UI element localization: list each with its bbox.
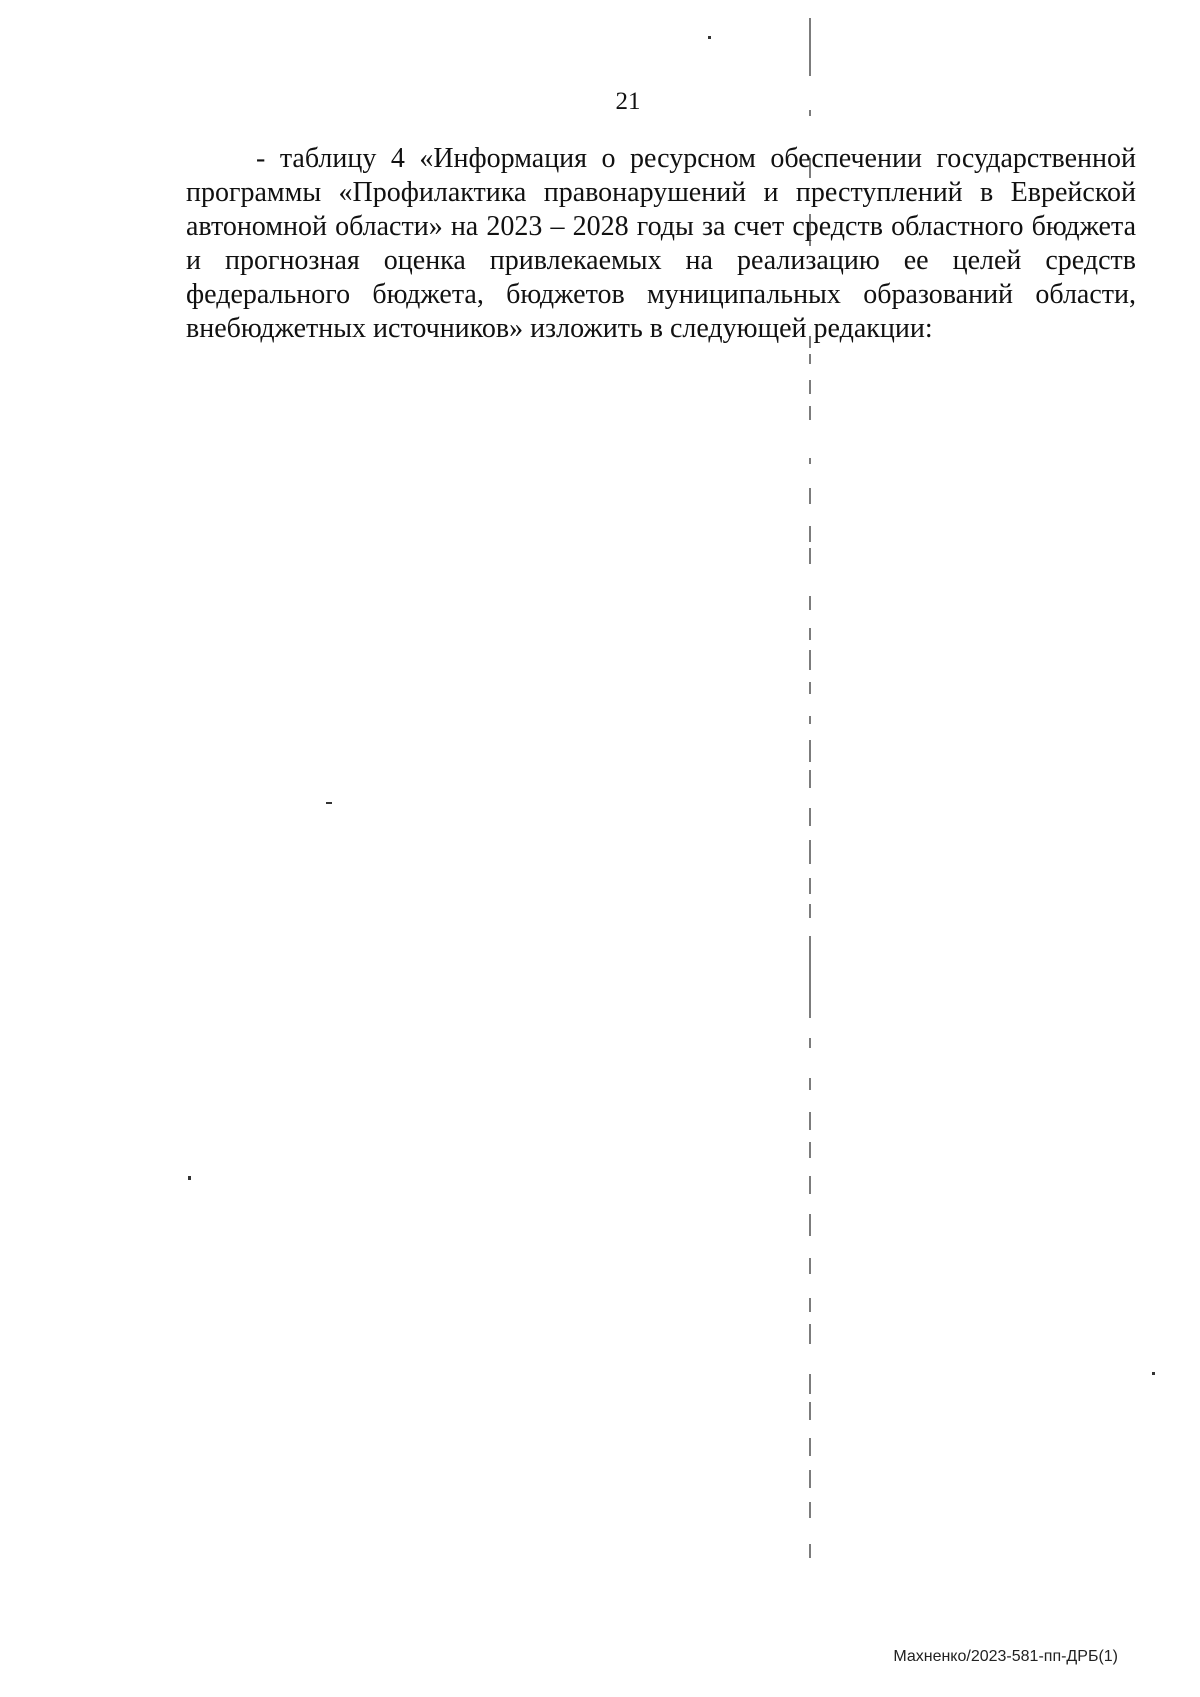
document-reference-code: Махненко/2023-581-пп-ДРБ(1) [893,1648,1118,1665]
scan-speck [326,802,332,804]
page-number: 21 [615,88,641,115]
amendment-paragraph: - таблицу 4 «Информация о ресурсном обеспечении государственной программы «Профилактика правонарушений и преступлений в Еврейской автономной области» на 2023 – 2028 годы за счет средств областного бюджета и прогнозная оценка привлекаемых на реализацию ее целей средств федерального бюджета, бюджетов муниципальных образований области, внебюджетных источников» изложить в следующей редакции: [186,143,1136,344]
scan-speck [1152,1372,1155,1375]
scan-speck [188,1176,191,1180]
scan-fold-line [808,18,812,1618]
scan-speck [708,36,711,39]
